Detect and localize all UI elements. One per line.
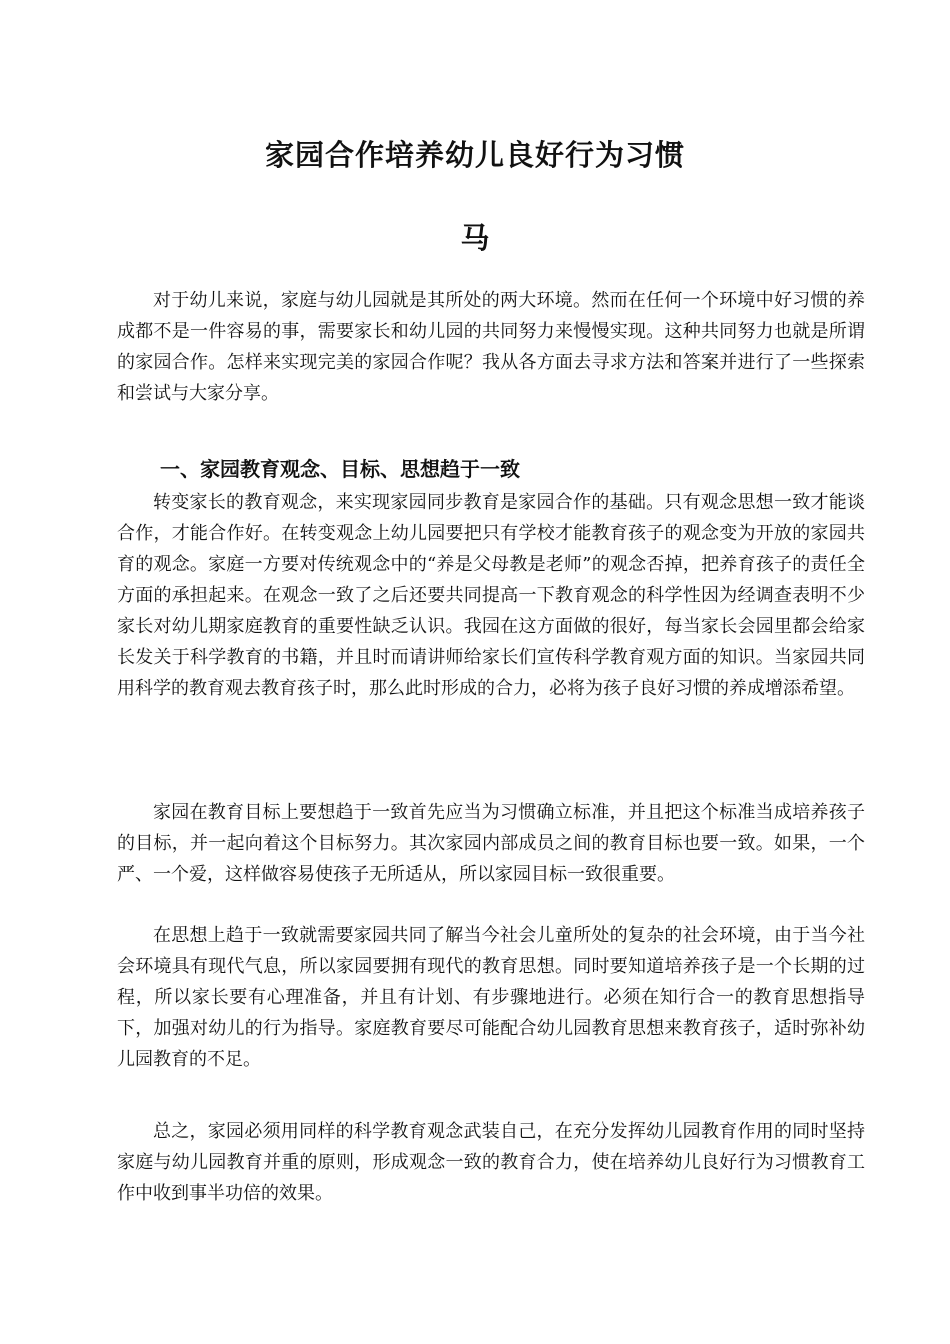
document-title: 家园合作培养幼儿良好行为习惯 — [264, 138, 685, 172]
document-author: 马 — [460, 221, 490, 255]
section-heading: 一、家园教育观念、目标、思想趋于一致 — [160, 457, 520, 481]
body-paragraph-4: 总之，家园必须用同样的科学教育观念武装自己，在充分发挥幼儿园教育作用的同时坚持家庭与幼儿园教育并重的原则，形成观念一致的教育合力，使在培养幼儿良好行为习惯教育工作中收到事半功倍的效果。 — [117, 1121, 865, 1204]
intro-paragraph: 对于幼儿来说，家庭与幼儿园就是其所处的两大环境。然而在任何一个环境中好习惯的养成都不是一件容易的事，需要家长和幼儿园的共同努力来慢慢实现。这种共同努力也就是所谓的家园合作。怎样来实现完美的家园合作呢？我从各方面去寻求方法和答案并进行了一些探索和尝试与大家分享。 — [117, 290, 865, 404]
body-paragraph-3: 在思想上趋于一致就需要家园共同了解当今社会儿童所处的复杂的社会环境，由于当今社会环境具有现代气息，所以家园要拥有现代的教育思想。同时要知道培养孩子是一个长期的过程，所以家长要有心理准备，并且有计划、有步骤地进行。必须在知行合一的教育思想指导下，加强对幼儿的行为指导。家庭教育要尽可能配合幼儿园教育思想来教育孩子，适时弥补幼儿园教育的不足。 — [117, 925, 865, 1070]
body-paragraph-1: 转变家长的教育观念，来实现家园同步教育是家园合作的基础。只有观念思想一致才能谈合作，才能合作好。在转变观念上幼儿园要把只有学校才能教育孩子的观念变为开放的家园共育的观念。家庭一方要对传统观念中的“养是父母教是老师”的观念否掉，把养育孩子的责任全方面的承担起来。在观念一致了之后还要共同提高一下教育观念的科学性因为经调查表明不少家长对幼儿期家庭教育的重要性缺乏认识。我园在这方面做的很好，每当家长会园里都会给家长发关于科学教育的书籍，并且时而请讲师给家长们宣传科学教育观方面的知识。当家园共同用科学的教育观去教育孩子时，那么此时形成的合力，必将为孩子良好习惯的养成增添希望。 — [117, 492, 865, 699]
body-paragraph-2: 家园在教育目标上要想趋于一致首先应当为习惯确立标准，并且把这个标准当成培养孩子的目标，并一起向着这个目标努力。其次家园内部成员之间的教育目标也要一致。如果，一个严、一个爱，这样做容易使孩子无所适从，所以家园目标一致很重要。 — [117, 802, 865, 885]
